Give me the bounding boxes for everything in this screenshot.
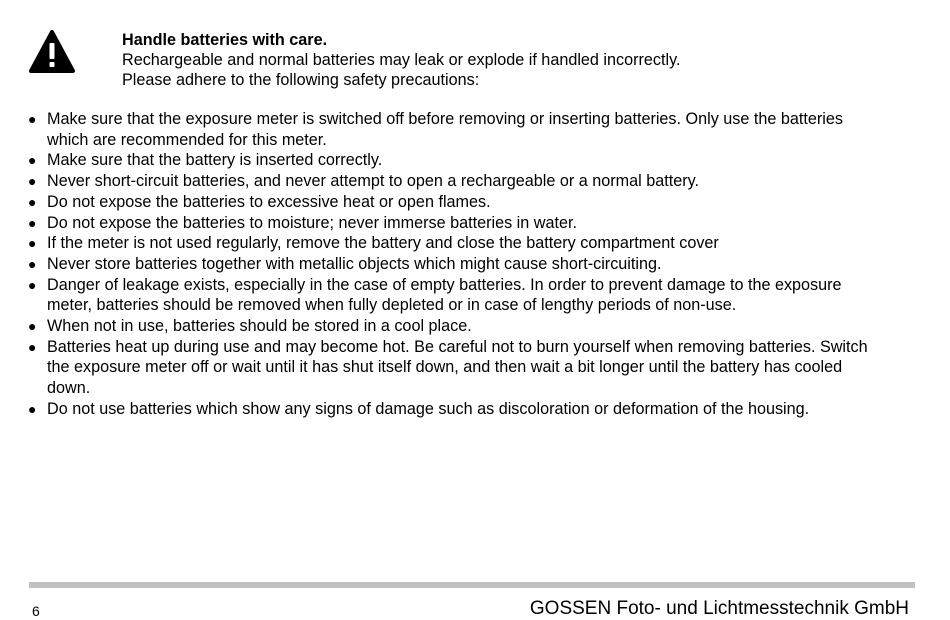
bullet-icon: ● [28,193,37,210]
bullet-icon: ● [28,173,37,190]
list-item-text: Make sure that the exposure meter is switched off before removing or inserting batteries. Only use the batteries which are recommended for this meter. [47,110,843,149]
bullet-icon: ● [28,214,37,231]
list-item [0,171,887,192]
warning-intro-line: Rechargeable and normal batteries may leak or explode if handled incorrectly. [122,51,681,69]
list-item-text: Make sure that the battery is inserted correctly. [47,151,383,170]
list-item-text: Batteries heat up during use and may become hot. Be careful not to burn yourself when removing batteries. Switch the exposure meter off or wait until it has shut itself down, and then wait a bit longer until the battery has cooled down. [47,337,868,398]
list-item [0,233,887,254]
list-item-text: When not in use, batteries should be stored in a cool place. [47,317,472,336]
list-item-text: Do not expose the batteries to moisture; never immerse batteries in water. [47,213,577,232]
footer-company-name: GOSSEN Foto- und Lichtmesstechnik GmbH [529,598,909,619]
list-item [0,192,887,213]
warning-block [28,29,908,93]
page-number: 6 [32,603,40,619]
warning-instruction-line: Please adhere to the following safety precautions: [122,71,480,89]
list-item [0,399,887,420]
list-item-text: Never store batteries together with metallic objects which might cause short-circuiting. [47,254,662,273]
precautions-list [0,109,950,420]
bullet-icon: ● [28,152,37,169]
footer-divider [29,582,915,588]
list-item-text: Danger of leakage exists, especially in the case of empty batteries. In order to prevent damage to the exposure meter, batteries should be removed when fully depleted or in case of lengthy periods of non-use. [47,275,842,315]
list-item [0,213,887,234]
list-item-text: Do not use batteries which show any signs of damage such as discoloration or deformation of the housing. [47,399,810,418]
warning-triangle-icon [28,29,76,75]
list-item [0,254,887,275]
bullet-icon: ● [28,276,37,293]
list-item [0,316,887,337]
bullet-icon: ● [28,235,37,252]
warning-text [122,30,680,90]
list-item-text: If the meter is not used regularly, remove the battery and close the battery compartment cover [47,234,719,253]
list-item-text: Never short-circuit batteries, and never attempt to open a rechargeable or a normal battery. [47,172,700,191]
bullet-icon: ● [28,338,37,355]
bullet-icon: ● [28,255,37,272]
warning-heading: Handle batteries with care. [122,31,328,49]
list-item [0,337,887,399]
bullet-icon: ● [28,318,37,335]
bullet-icon: ● [28,111,37,127]
bullet-icon: ● [28,400,37,417]
list-item-text: Do not expose the batteries to excessive heat or open flames. [47,192,491,211]
list-item [0,150,887,171]
list-item [0,109,887,150]
list-item [0,275,887,316]
